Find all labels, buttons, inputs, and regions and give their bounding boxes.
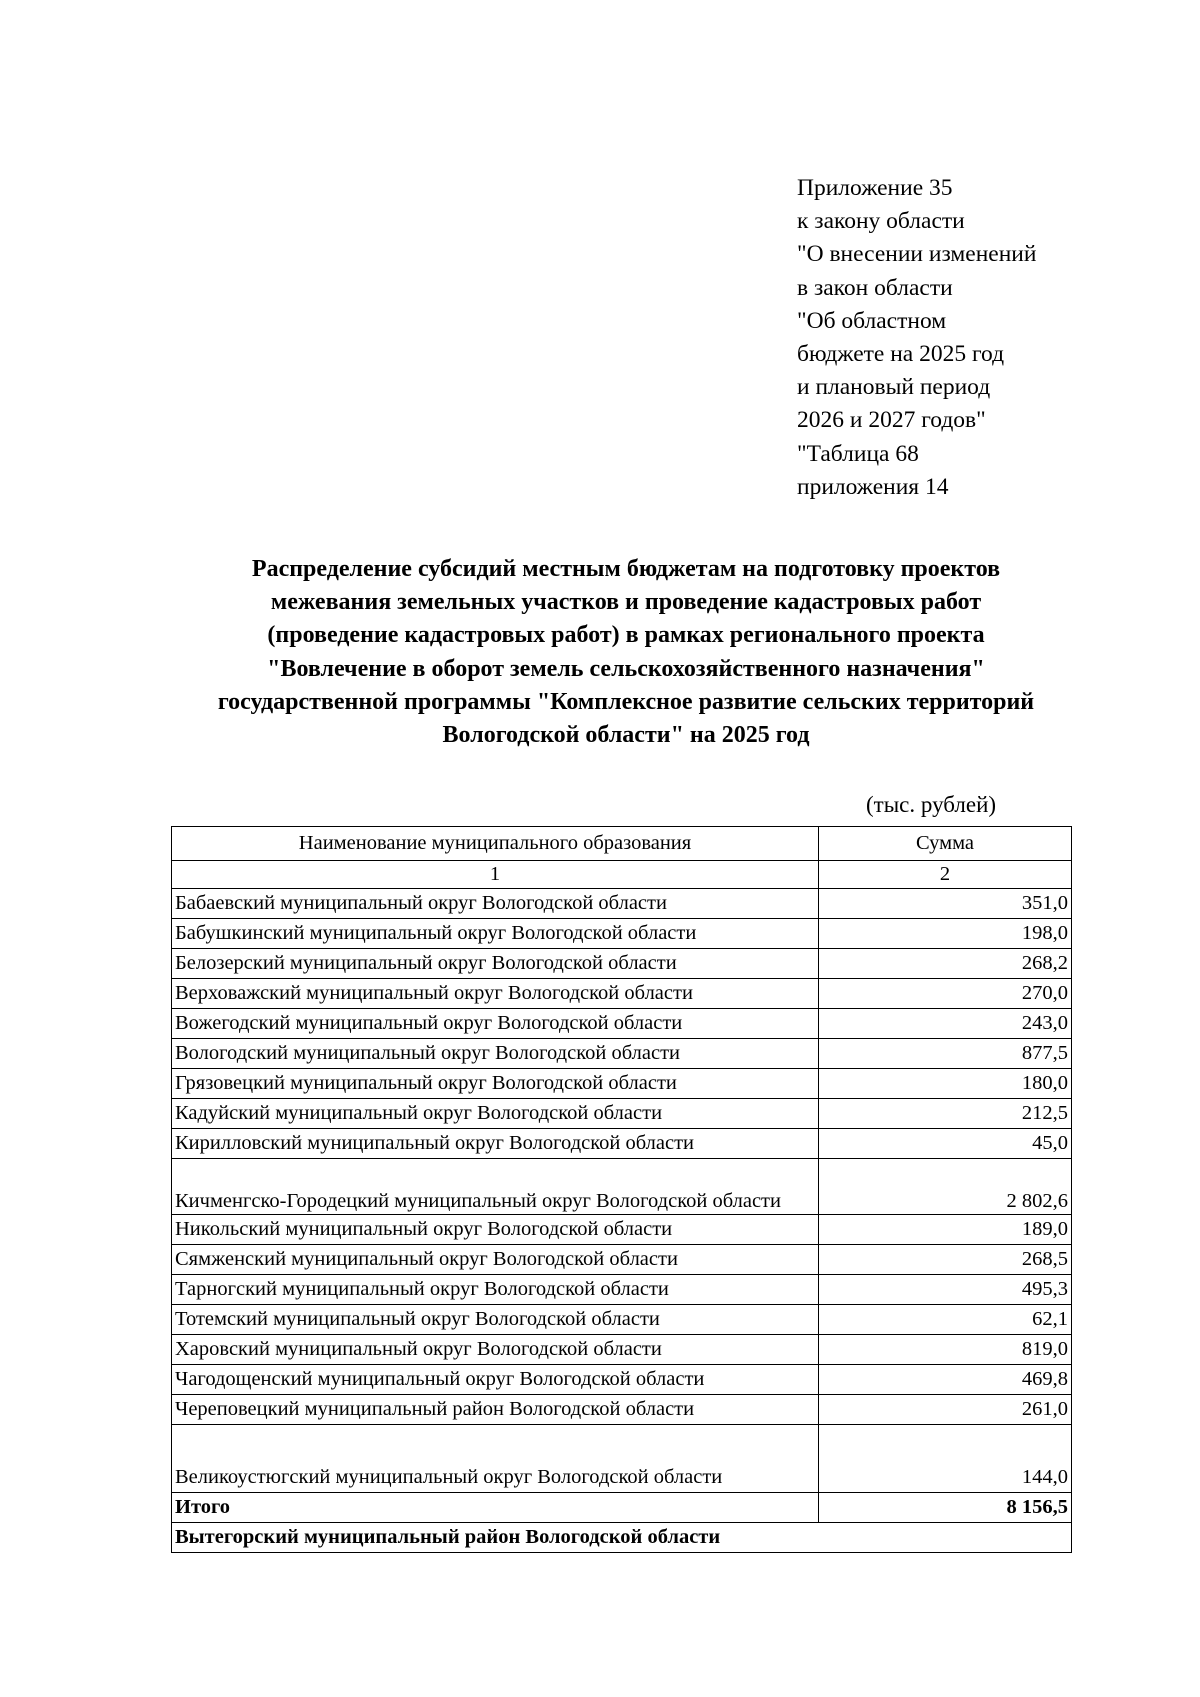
column-number-row bbox=[172, 861, 1072, 889]
title-line: (проведение кадастровых работ) в рамках регионального проекта bbox=[267, 622, 985, 649]
title-line: "Вовлечение в оборот земель сельскохозяйственного назначения" bbox=[267, 655, 985, 682]
subsidy-sum: 243,0 bbox=[819, 1009, 1072, 1039]
table-row bbox=[172, 1099, 1072, 1129]
table-row bbox=[172, 949, 1072, 979]
table-row bbox=[172, 919, 1072, 949]
table-row bbox=[172, 1039, 1072, 1069]
table-row bbox=[172, 1069, 1072, 1099]
annex-line: и плановый период bbox=[797, 374, 991, 401]
municipality-name: Вологодский муниципальный округ Вологодской области bbox=[172, 1039, 819, 1069]
table-row bbox=[172, 1425, 1072, 1493]
header-sum: Сумма bbox=[819, 827, 1072, 861]
header-name: Наименование муниципального образования bbox=[172, 827, 819, 861]
municipality-name: Чагодощенский муниципальный округ Вологодской области bbox=[172, 1365, 819, 1395]
municipality-name: Кадуйский муниципальный округ Вологодской области bbox=[172, 1099, 819, 1129]
title-line: Распределение субсидий местным бюджетам на подготовку проектов bbox=[251, 556, 1001, 582]
document-title bbox=[150, 553, 1102, 752]
municipality-name: Тарногский муниципальный округ Вологодской области bbox=[172, 1275, 819, 1305]
municipality-name: Кирилловский муниципальный округ Вологодской области bbox=[172, 1129, 819, 1159]
subsidy-table bbox=[171, 826, 1072, 1553]
table-row bbox=[172, 979, 1072, 1009]
title-line: Вологодской области" на 2025 год bbox=[442, 722, 810, 749]
municipality-name: Бабушкинский муниципальный округ Вологодской области bbox=[172, 919, 819, 949]
subsidy-sum: 189,0 bbox=[819, 1215, 1072, 1245]
subsidy-sum: 261,0 bbox=[819, 1395, 1072, 1425]
annex-line: в закон области bbox=[797, 274, 953, 301]
footer-row bbox=[172, 1523, 1072, 1553]
total-sum: 8 156,5 bbox=[819, 1493, 1072, 1523]
subsidy-sum: 198,0 bbox=[819, 919, 1072, 949]
annex-line: "О внесении изменений bbox=[797, 241, 1037, 268]
subsidy-sum: 62,1 bbox=[819, 1305, 1072, 1335]
municipality-name: Верховажский муниципальный округ Вологодской области bbox=[172, 979, 819, 1009]
annex-line: "Таблица 68 bbox=[797, 440, 919, 467]
table-row bbox=[172, 1129, 1072, 1159]
table-row bbox=[172, 1365, 1072, 1395]
table-row bbox=[172, 889, 1072, 919]
table-row bbox=[172, 1215, 1072, 1245]
total-row bbox=[172, 1493, 1072, 1523]
annex-line: к закону области bbox=[797, 208, 965, 235]
header-row bbox=[172, 827, 1072, 861]
subsidy-sum: 45,0 bbox=[819, 1129, 1072, 1159]
annex-line: 2026 и 2027 годов" bbox=[797, 407, 986, 434]
subsidy-sum: 351,0 bbox=[819, 889, 1072, 919]
municipality-name: Харовский муниципальный округ Вологодской области bbox=[172, 1335, 819, 1365]
table-row bbox=[172, 1305, 1072, 1335]
total-label: Итого bbox=[172, 1493, 819, 1523]
table-row bbox=[172, 1275, 1072, 1305]
subsidy-sum: 180,0 bbox=[819, 1069, 1072, 1099]
municipality-name: Белозерский муниципальный округ Вологодской области bbox=[172, 949, 819, 979]
municipality-name: Сямженский муниципальный округ Вологодской области bbox=[172, 1245, 819, 1275]
annex-line: бюджете на 2025 год bbox=[797, 341, 1005, 368]
subsidy-sum: 819,0 bbox=[819, 1335, 1072, 1365]
subsidy-sum: 144,0 bbox=[819, 1425, 1072, 1493]
subsidy-sum: 212,5 bbox=[819, 1099, 1072, 1129]
municipality-name: Никольский муниципальный округ Вологодской области bbox=[172, 1215, 819, 1245]
municipality-name: Кичменгско-Городецкий муниципальный округ Вологодской области bbox=[172, 1159, 819, 1215]
municipality-name: Череповецкий муниципальный район Вологодской области bbox=[172, 1395, 819, 1425]
subsidy-sum: 268,2 bbox=[819, 949, 1072, 979]
table-row bbox=[172, 1335, 1072, 1365]
subsidy-sum: 270,0 bbox=[819, 979, 1072, 1009]
table-row bbox=[172, 1395, 1072, 1425]
municipality-name: Вожегодский муниципальный округ Вологодской области bbox=[172, 1009, 819, 1039]
subsidy-sum: 877,5 bbox=[819, 1039, 1072, 1069]
annex-line: Приложение 35 bbox=[797, 175, 953, 201]
municipality-name: Грязовецкий муниципальный округ Вологодской области bbox=[172, 1069, 819, 1099]
title-line: государственной программы "Комплексное развитие сельских территорий bbox=[217, 688, 1035, 715]
title-line: межевания земельных участков и проведение кадастровых работ bbox=[270, 589, 982, 616]
table-row bbox=[172, 1009, 1072, 1039]
municipality-name: Бабаевский муниципальный округ Вологодской области bbox=[172, 889, 819, 919]
subsidy-sum: 469,8 bbox=[819, 1365, 1072, 1395]
units-label: (тыс. рублей) bbox=[866, 792, 997, 817]
subsidy-sum: 2 802,6 bbox=[819, 1159, 1072, 1215]
footer-municipality: Вытегорский муниципальный район Вологодской области bbox=[172, 1523, 1072, 1553]
municipality-name: Тотемский муниципальный округ Вологодской области bbox=[172, 1305, 819, 1335]
annex-reference bbox=[797, 172, 1036, 504]
subsidy-sum: 268,5 bbox=[819, 1245, 1072, 1275]
table-row bbox=[172, 1245, 1072, 1275]
table-row bbox=[172, 1159, 1072, 1215]
column-number: 2 bbox=[819, 861, 1072, 889]
municipality-name: Великоустюгский муниципальный округ Вологодской области bbox=[172, 1425, 819, 1493]
annex-line: приложения 14 bbox=[797, 473, 949, 500]
annex-line: "Об областном bbox=[797, 307, 947, 334]
subsidy-sum: 495,3 bbox=[819, 1275, 1072, 1305]
column-number: 1 bbox=[172, 861, 819, 889]
